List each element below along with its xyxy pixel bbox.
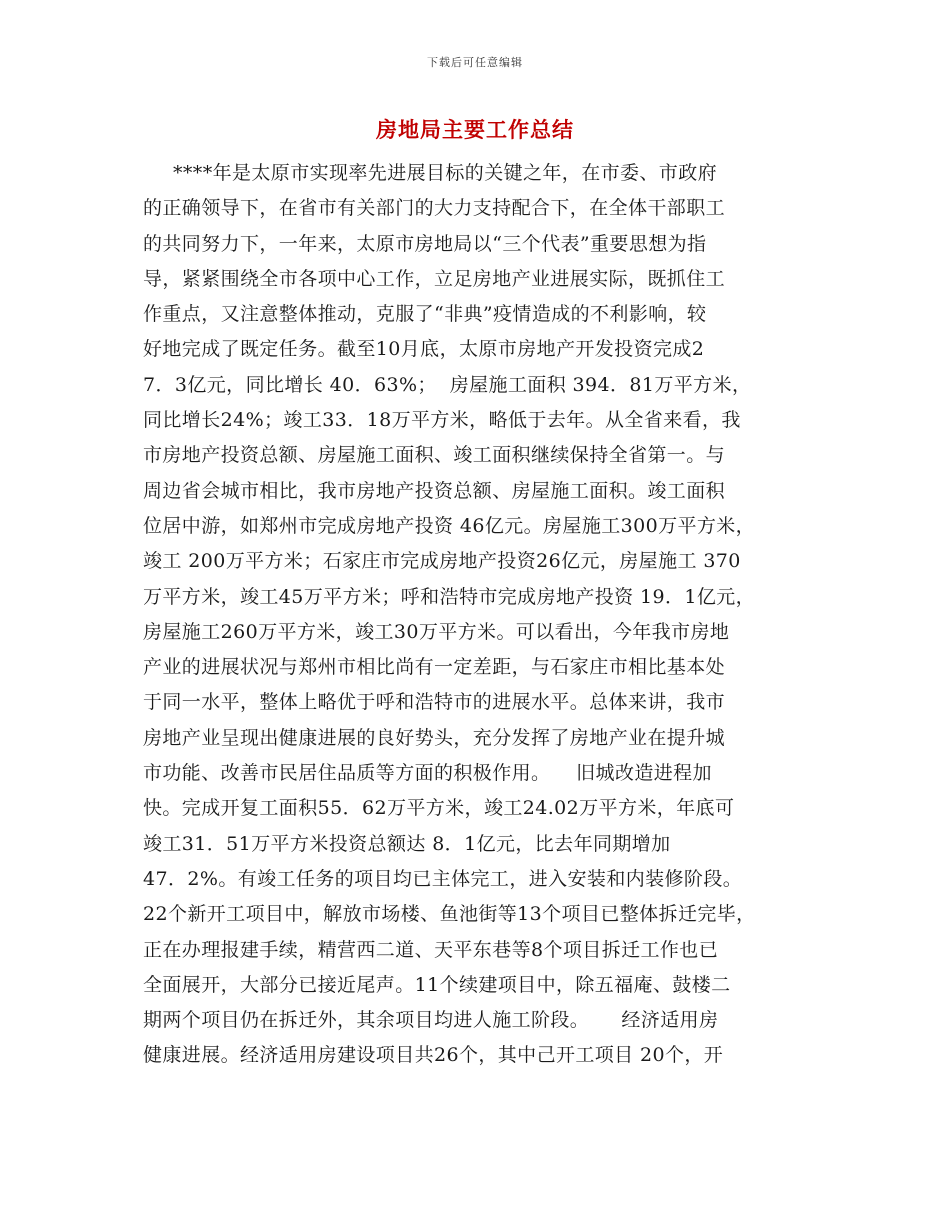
body-line: 于同一水平，整体上略优于呼和浩特市的进展水平。总体来讲，我市 <box>143 691 726 714</box>
body-line: 竣工 200万平方米；石家庄市完成房地产投资26亿元，房屋施工 370 <box>143 550 741 573</box>
body-line: 房屋施工260万平方米，竣工30万平方米。可以看出，今年我市房地 <box>143 620 730 643</box>
body-line: 市房地产投资总额、房屋施工面积、竣工面积继续保持全省第一。与 <box>143 444 726 467</box>
body-line: 导，紧紧围绕全市各项中心工作，立足房地产业进展实际，既抓住工 <box>143 267 726 290</box>
body-line: 的正确领导下，在省市有关部门的大力支持配合下，在全体干部职工 <box>143 197 726 220</box>
body-line: 位居中游，如郑州市完成房地产投资 46亿元。房屋施工300万平方米， <box>143 514 756 537</box>
body-line: 万平方米，竣工45万平方米；呼和浩特市完成房地产投资 19．1亿元， <box>143 585 756 608</box>
body-line: ****年是太原市实现率先进展目标的关键之年，在市委、市政府 <box>173 162 718 184</box>
body-line: 好地完成了既定任务。截至10月底，太原市房地产开发投资完成2 <box>143 338 705 361</box>
page-header-note: 下载后可任意编辑 <box>427 56 523 69</box>
body-line: 全面展开，大部分已接近尾声。11个续建项目中，除五福庵、鼓楼二 <box>143 973 731 996</box>
body-line: 7．3亿元，同比增长 40．63%； 房屋施工面积 394．81万平方米， <box>143 373 752 396</box>
body-line: 同比增长24%；竣工33．18万平方米，略低于去年。从全省来看，我 <box>143 409 741 432</box>
body-line: 正在办理报建手续，精营西二道、天平东巷等8个项目拆迁工作也已 <box>143 938 719 961</box>
body-line: 22个新开工项目中，解放市场楼、鱼池街等13个项目已整体拆迁完毕， <box>143 903 756 926</box>
body-line: 作重点，又注意整体推动，克服了“非典”疫情造成的不利影响，较 <box>143 303 707 326</box>
body-line: 房地产业呈现出健康进展的良好势头，充分发挥了房地产业在提升城 <box>143 726 726 749</box>
body-line: 快。完成开复工面积55．62万平方米，竣工24.02万平方米，年底可 <box>143 797 735 820</box>
body-line: 产业的进展状况与郑州市相比尚有一定差距，与石家庄市相比基本处 <box>143 656 726 679</box>
body-line: 竣工31．51万平方米投资总额达 8．1亿元，比去年同期增加 <box>143 832 671 855</box>
document-body <box>143 160 823 1078</box>
body-line: 的共同努力下，一年来，太原市房地局以“三个代表”重要思想为指 <box>143 232 707 255</box>
body-line: 期两个项目仍在拆迁外，其余项目均进人施工阶段。 经济适用房 <box>143 1009 719 1032</box>
body-line: 周边省会城市相比，我市房地产投资总额、房屋施工面积。竣工面积 <box>143 479 726 502</box>
body-line: 健康进展。经济适用房建设项目共26个，其中己开工项目 20个，开 <box>143 1044 724 1067</box>
document-title: 房地局主要工作总结 <box>376 117 574 142</box>
body-line: 市功能、改善市民居住品质等方面的积极作用。 旧城改造进程加 <box>143 762 712 785</box>
body-line: 47．2%。有竣工任务的项目均已主体完工，进入安装和内装修阶段。 <box>143 867 743 890</box>
